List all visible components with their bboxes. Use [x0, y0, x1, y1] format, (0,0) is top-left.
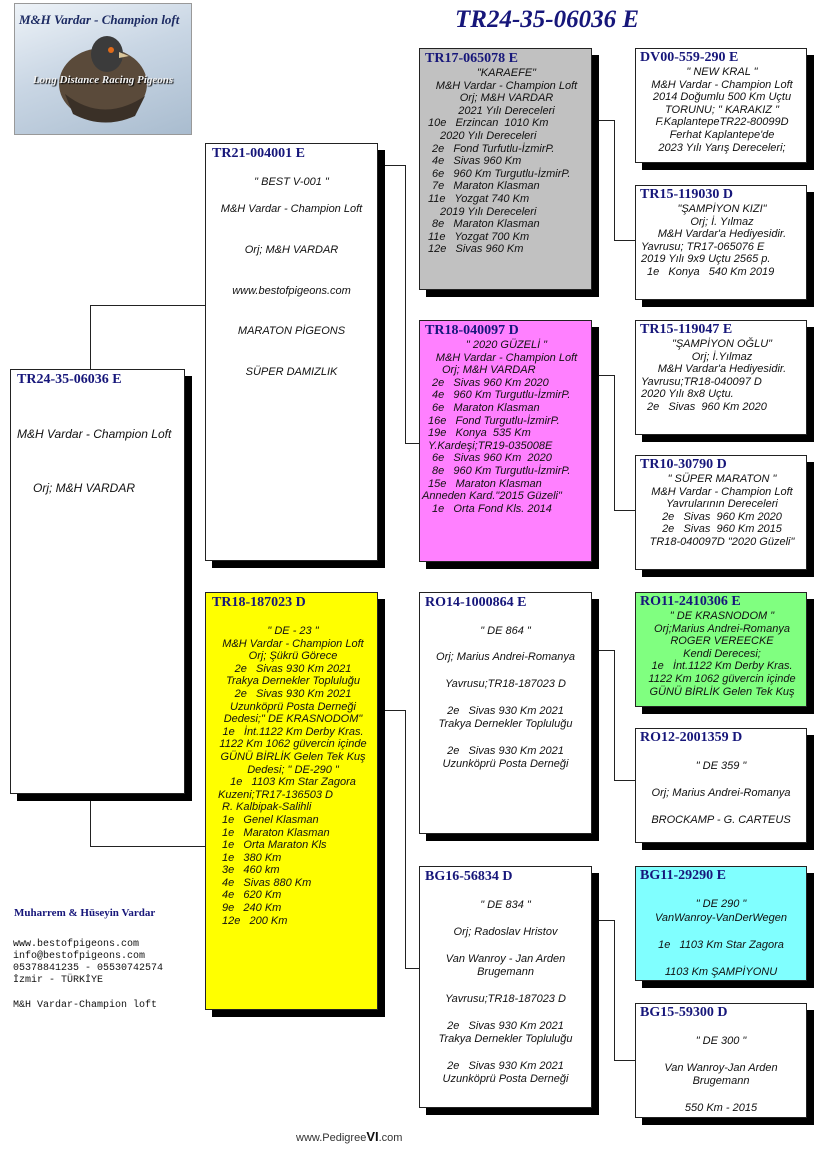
dss-ring: RO11-2410306 E — [640, 594, 741, 609]
owner-loft: M&H Vardar-Champion loft — [13, 1000, 158, 1011]
sire-dam-box — [419, 320, 592, 562]
dds-line: VanWanroy-VanDerWegen — [654, 912, 788, 924]
ddd-box — [635, 1003, 807, 1118]
ddd-line: Brugemann — [692, 1075, 750, 1087]
dam-lines: " DE - 23 " M&H Vardar - Champion Loft Orj; Şükrü Görece 2e Sivas 930 Km 2021 Trakya Dernekler Topluluğu 2e Sivas 930 Km 2021 Uzunköprü Posta Derneği Dedesi;" DE KRASNODOM" 1e İnt.1122 Km Derby Kras. 1122 Km 1062 güvercin içinde GÜNÜ BİRLİK Gelen Tek Kuş Dedesi; " DE-290 " 1e 1103 Km Star Zagora Kuzeni;TR17-136503 D R. Kalbipak-Salihli 1e Genel Klasman 1e Maraton Klasman 1e Orta Maraton Kls 1e 380 Km 3e 460 km 4e Sivas 880 Km 4e 620 Km 9e 240 Km 12e 200 Km — [218, 625, 367, 927]
dds-ring: BG11-29290 E — [640, 868, 726, 883]
owner-phones: 05378841235 - 05530742574 — [13, 963, 164, 974]
logo-text-bottom: Long Distance Racing Pigeons — [32, 74, 174, 86]
dds-line: 1e 1103 Km Star Zagora — [658, 939, 784, 951]
dss-box — [635, 592, 807, 707]
page-title: TR24-35-06036 E — [455, 6, 640, 33]
owner-email[interactable]: info@bestofpigeons.com — [13, 951, 146, 962]
dam-dam-line: Trakya Dernekler Topluluğu — [438, 1033, 573, 1045]
sds-lines: "ŞAMPİYON OĞLU" Orj; İ.Yılmaz M&H Vardar'a Hediyesidir. Yavrusu;TR18-040097 D 2020 Yılı 8x8 Uçtu. 2e Sivas 960 Km 2020 — [641, 338, 787, 413]
dsd-line: " DE 359 " — [695, 760, 747, 772]
ddd-line: Van Wanroy-Jan Arden — [664, 1062, 778, 1074]
ssd-box — [635, 185, 807, 300]
dam-sire-line: Uzunköprü Posta Derneği — [442, 758, 569, 770]
subject-line: Orj; M&H VARDAR — [33, 481, 136, 495]
sss-ring: DV00-559-290 E — [640, 50, 739, 65]
sire-line: MARATON PİGEONS — [237, 325, 346, 337]
logo-text-top: M&H Vardar - Champion loft — [19, 12, 180, 27]
dam-dam-line: Yavrusu;TR18-187023 D — [445, 993, 566, 1005]
dsd-ring: RO12-2001359 D — [640, 730, 743, 745]
dam-sire-line: 2e Sivas 930 Km 2021 — [447, 705, 564, 717]
dam-box — [205, 592, 378, 1010]
sire-line: Orj; M&H VARDAR — [244, 244, 339, 256]
dsd-line: Orj; Marius Andrei-Romanya — [651, 787, 791, 799]
sire-sire-box — [419, 48, 592, 290]
subject-box — [10, 369, 185, 794]
subject-ring: TR24-35-06036 E — [17, 372, 122, 387]
ddd-line: 550 Km - 2015 — [684, 1102, 758, 1114]
subject-line: M&H Vardar - Champion Loft — [17, 427, 172, 441]
loft-logo — [14, 3, 192, 135]
dam-dam-ring: BG16-56834 D — [425, 869, 513, 884]
dam-sire-box — [419, 592, 592, 834]
owner-web[interactable]: www.bestofpigeons.com — [13, 939, 140, 950]
ddd-ring: BG15-59300 D — [640, 1005, 728, 1020]
owner-name: Muharrem & Hüseyin Vardar — [14, 907, 156, 919]
ssd-lines: "ŞAMPİYON KIZI" Orj; İ. Yılmaz M&H Vardar'a Hediyesidir. Yavrusu; TR17-065076 E 2019 Yılı 9x9 Uçtu 2565 p. 1e Konya 540 Km 2019 — [641, 203, 787, 278]
sss-lines: " NEW KRAL " M&H Vardar - Champion Loft 2014 Doğumlu 500 Km Uçtu TORUNU; " KARAKIZ " F.KaplantepeTR22-80099D Ferhat Kaplantepe'de 2023 Yılı Yarış Dereceleri; — [651, 66, 793, 154]
dam-dam-line: " DE 834 " — [480, 899, 531, 911]
sire-line: M&H Vardar - Champion Loft — [220, 203, 363, 215]
sire-line: " BEST V-001 " — [254, 176, 329, 188]
dds-line: " DE 290 " — [695, 898, 747, 910]
dam-dam-line: 2e Sivas 930 Km 2021 — [447, 1060, 564, 1072]
dam-sire-line: 2e Sivas 930 Km 2021 — [447, 745, 564, 757]
owner-city: İzmir - TÜRKİYE — [13, 975, 104, 986]
dds-line: 1103 Km ŞAMPİYONU — [664, 966, 778, 978]
dam-sire-line: " DE 864 " — [480, 625, 531, 637]
sire-dam-ring: TR18-040097 D — [425, 323, 519, 338]
sire-line: SÜPER DAMIZLIK — [245, 366, 338, 378]
sdd-box — [635, 455, 807, 570]
ssd-ring: TR15-119030 D — [640, 187, 733, 202]
dsd-box — [635, 728, 807, 843]
sire-box — [205, 143, 378, 561]
dam-sire-ring: RO14-1000864 E — [425, 595, 527, 610]
dam-sire-line: Trakya Dernekler Topluluğu — [438, 718, 573, 730]
sire-sire-ring: TR17-065078 E — [425, 51, 518, 66]
dds-box — [635, 866, 807, 981]
sire-line: www.bestofpigeons.com — [232, 285, 351, 297]
sss-box — [635, 48, 807, 163]
ddd-line: " DE 300 " — [695, 1035, 747, 1047]
dam-sire-line: Orj; Marius Andrei-Romanya — [436, 651, 575, 663]
dam-dam-line: Van Wanroy - Jan Arden — [445, 953, 566, 965]
dam-dam-line: Brugemann — [477, 966, 534, 978]
sdd-lines: " SÜPER MARATON " M&H Vardar - Champion Loft Yavrularının Dereceleri 2e Sivas 960 Km 2020 2e Sivas 960 Km 2015 TR18-040097D "2020 Güzeli" — [649, 473, 795, 548]
dam-dam-line: 2e Sivas 930 Km 2021 — [447, 1020, 564, 1032]
sds-ring: TR15-119047 E — [640, 322, 733, 337]
footer-brand: www.PedigreeVI.com — [296, 1129, 403, 1144]
sire-sire-lines: "KARAEFE" M&H Vardar - Champion Loft Orj; M&H VARDAR 2021 Yılı Dereceleri 10e Erzincan 1010 Km 2020 Yılı Dereceleri 2e Fond Turfutlu-İzmirP. 4e Sivas 960 Km 6e 960 Km Turgutlu-İzmirP. 7e Maraton Klasman 11e Yozgat 740 Km 2019 Yılı Dereceleri 8e Maraton Klasman 11e Yozgat 700 Km 12e Sivas 960 Km — [428, 67, 578, 256]
sds-box — [635, 320, 807, 435]
sire-ring: TR21-004001 E — [212, 146, 305, 161]
dsd-line: BROCKAMP - G. CARTEUS — [651, 814, 791, 826]
dss-lines: " DE KRASNODOM " Orj;Marius Andrei-Romanya ROGER VEREECKE Kendi Derecesi; 1e İnt.1122 Km Derby Kras. 1122 Km 1062 güvercin içinde GÜNÜ BİRLİK Gelen Tek Kuş — [648, 610, 796, 698]
dam-ring: TR18-187023 D — [212, 595, 306, 610]
dam-sire-line: Yavrusu;TR18-187023 D — [445, 678, 566, 690]
dam-dam-line: Uzunköprü Posta Derneği — [442, 1073, 569, 1085]
sire-dam-lines: " 2020 GÜZELİ " M&H Vardar - Champion Loft Orj; M&H VARDAR 2e Sivas 960 Km 2020 4e 960 Km Turgutlu-İzmirP. 6e Maraton Klasman 16e Fond Turgutlu-İzmirP. 19e Konya 535 Km Y.Kardeşi;TR19-035008E 6e Sivas 960 Km 2020 8e 960 Km Turgutlu-İzmirP. 15e Maraton Klasman Anneden Kard."2015 Güzeli" 1e Orta Fond Kls. 2014 — [422, 339, 578, 515]
sdd-ring: TR10-30790 D — [640, 457, 727, 472]
dam-dam-line: Orj; Radoslav Hristov — [453, 926, 558, 938]
dam-dam-box — [419, 866, 592, 1108]
